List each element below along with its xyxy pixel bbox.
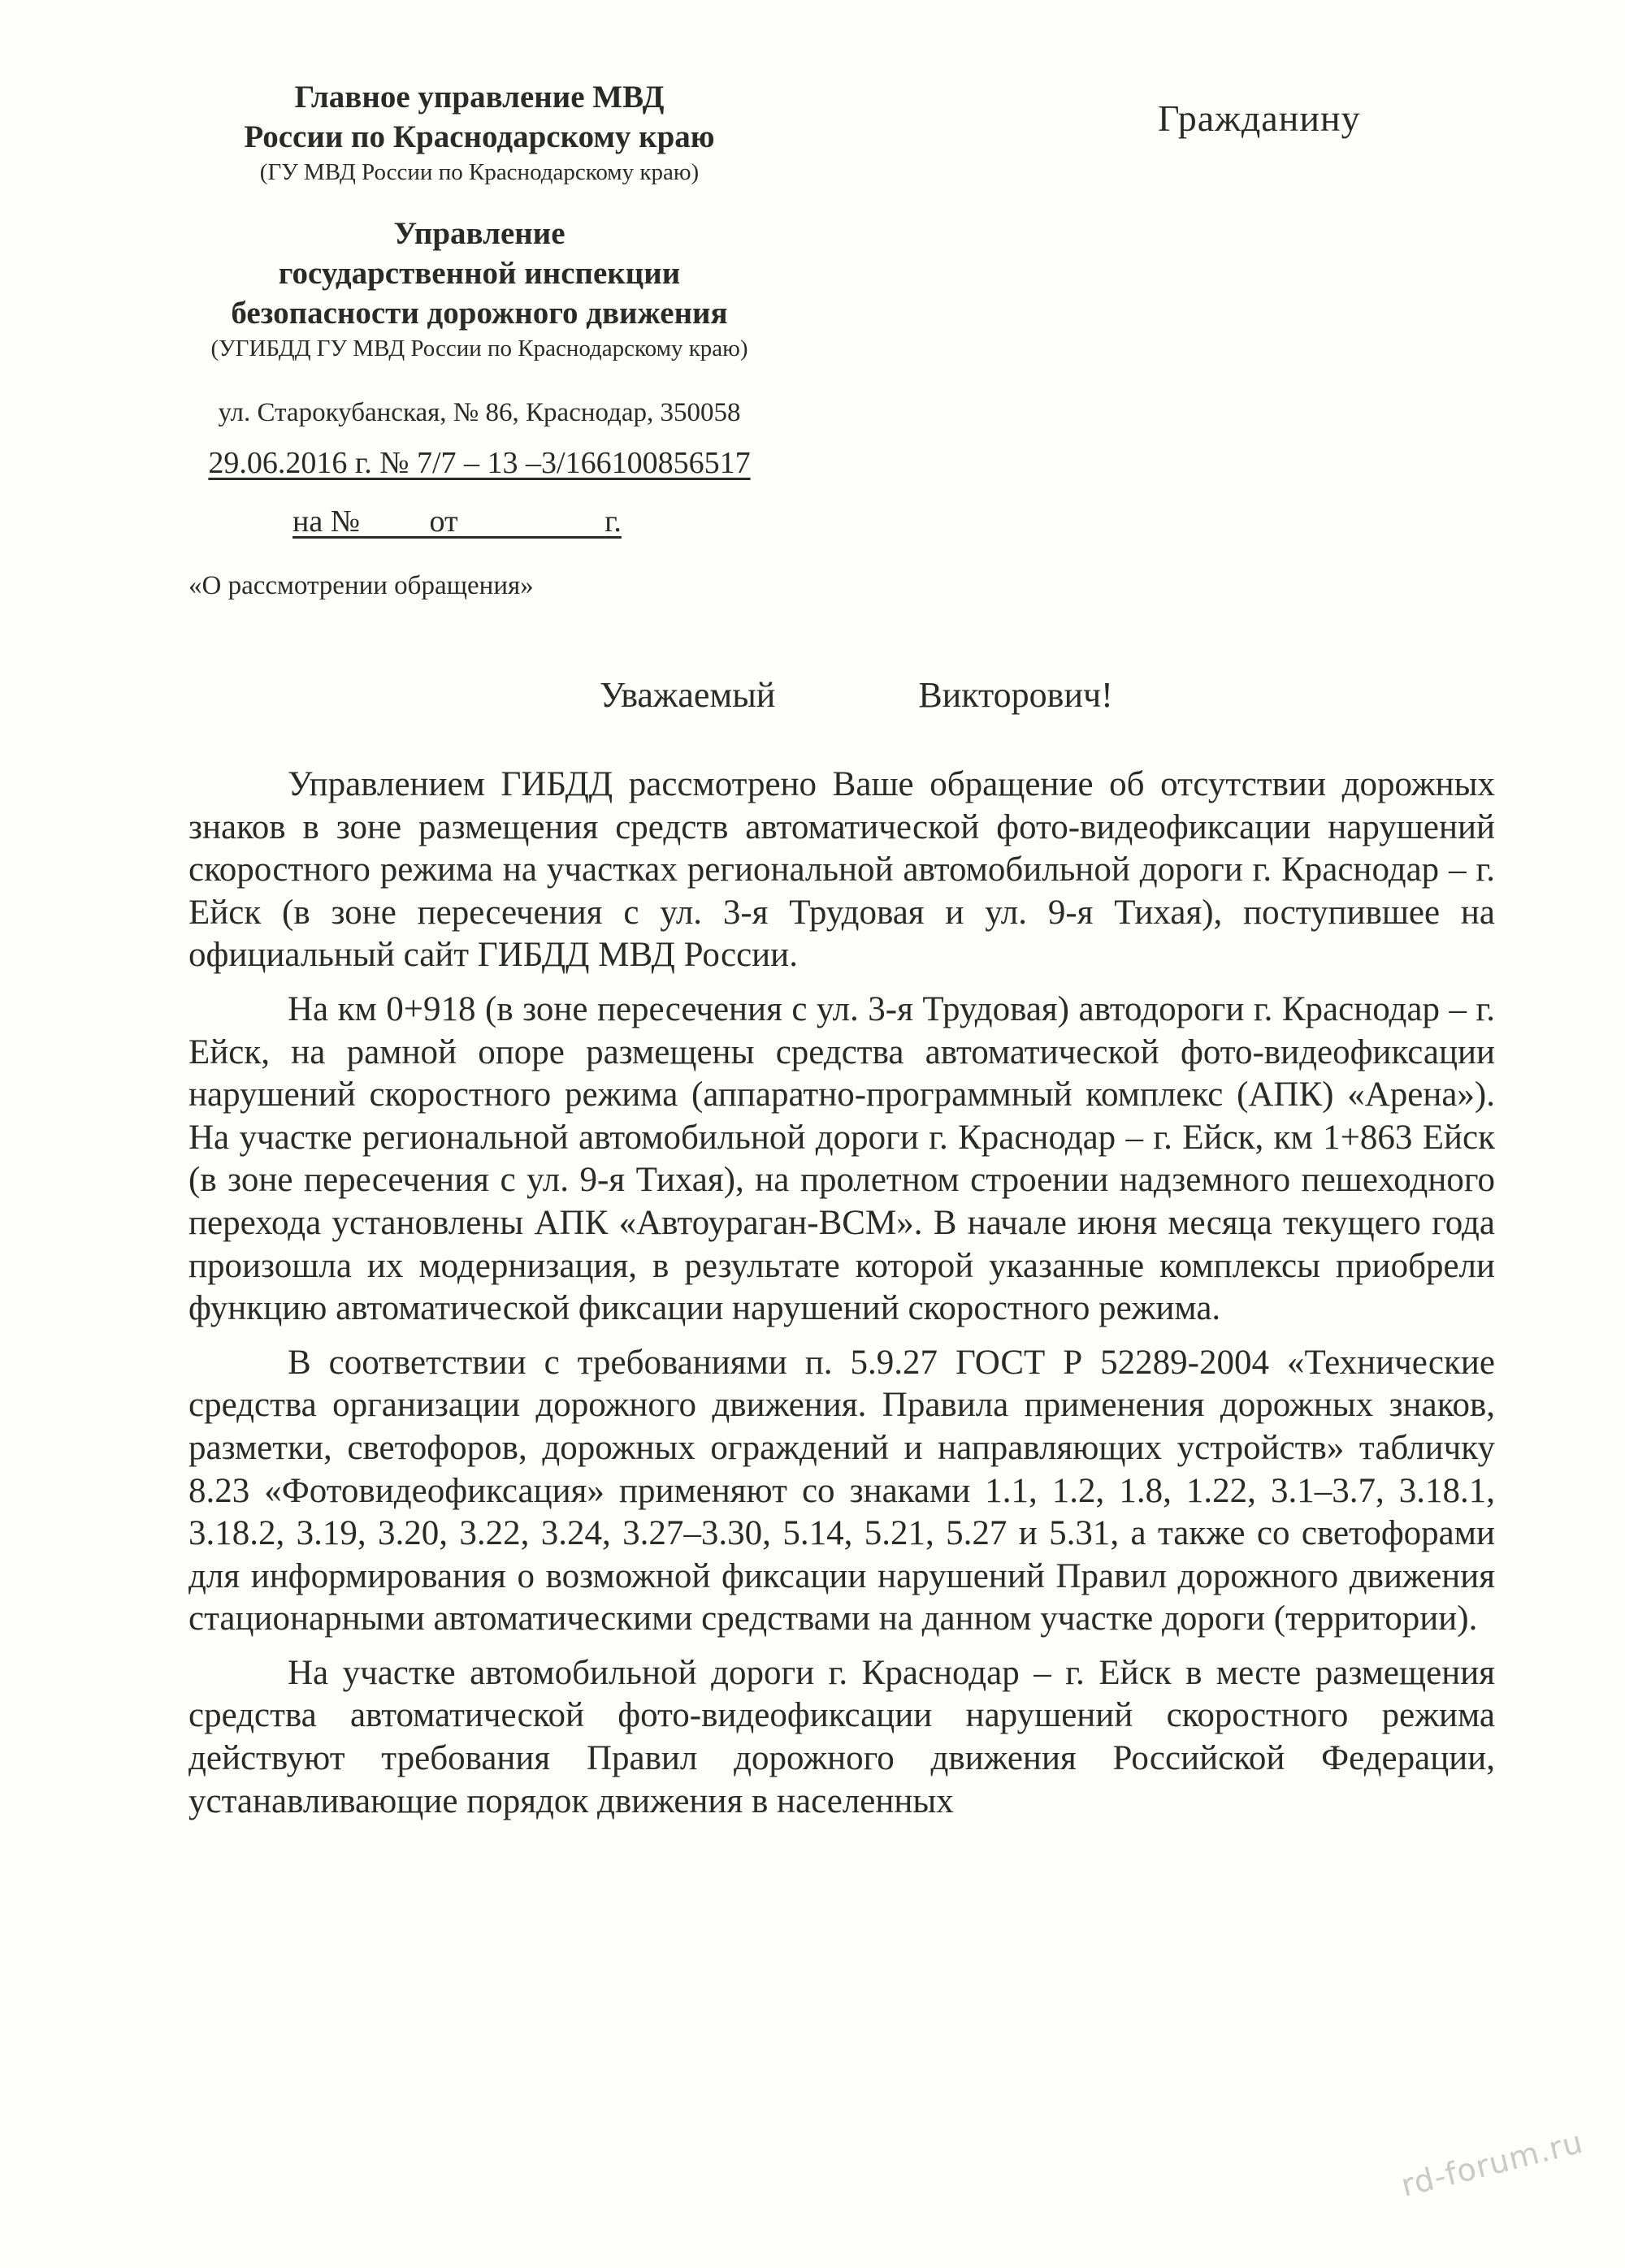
org-address: ул. Старокубанская, № 86, Краснодар, 350058 <box>218 398 741 427</box>
letter-body <box>188 764 1495 1834</box>
reply-reference <box>138 504 821 539</box>
reply-suffix: г. <box>604 504 622 539</box>
reply-blank-number <box>360 504 430 539</box>
letterhead-spacer <box>138 188 821 214</box>
reply-from: от <box>429 504 458 539</box>
body-paragraph: На км 0+918 (в зоне пересечения с ул. 3-я Трудовая) автодороги г. Краснодар – г. Ейск, на рамной опоре размещены средства автоматической фото-видеофиксации нарушений скоростного режима (аппаратно-программный комплекс (АПК) «Арена»). На участке региональной автомобильной дороги г. Краснодар – г. Ейск, км 1+863 Ейск (в зоне пересечения с ул. 9-я Тихая), на пролетном строении надземного пешеходного перехода установлены АПК «Автоураган-ВСМ». В начале июня месяца текущего года произошла их модернизация, в результате которой указанные комплексы приобрели функцию автоматической фиксации нарушений скоростного режима. <box>188 989 1495 1328</box>
dept-name-line1: Управление <box>393 216 566 251</box>
org-name-line2: России по Краснодарскому краю <box>244 119 715 154</box>
dept-name-line3: безопасности дорожного движения <box>231 296 728 331</box>
salutation: Уважаемый Викторович! <box>600 675 1113 715</box>
dept-abbreviation: (УГИБДД ГУ МВД России по Краснодарскому краю) <box>210 335 748 361</box>
dept-name-line2: государственной инспекции <box>278 256 681 291</box>
body-paragraph: На участке автомобильной дороги г. Краснодар – г. Ейск в месте размещения средства автоматической фото-видеофиксации нарушений скоростного режима действуют требования Правил дорожного движения Российской Федерации, устанавливающие порядок движения в населенных <box>188 1653 1495 1820</box>
letterhead <box>138 77 821 539</box>
org-name-line1: Главное управление МВД <box>294 80 665 115</box>
body-paragraph: Управлением ГИБДД рассмотрено Ваше обращение об отсутствии дорожных знаков в зоне размещения средств автоматической фото-видеофиксации нарушений скоростного режима на участках региональной автомобильной дороги г. Краснодар – г. Ейск (в зоне пересечения с ул. 3-я Трудовая и ул. 9-я Тихая), поступившее на официальный сайт ГИБДД МВД России. <box>188 765 1495 975</box>
registration-number: 29.06.2016 г. № 7/7 – 13 –3/166100856517 <box>208 446 751 480</box>
letter-subject: «О рассмотрении обращения» <box>188 571 534 600</box>
addressee: Гражданину <box>1158 97 1361 139</box>
site-watermark: rd-forum.ru <box>1398 2123 1587 2204</box>
org-abbreviation: (ГУ МВД России по Краснодарскому краю) <box>259 159 700 185</box>
body-paragraph: В соответствии с требованиями п. 5.9.27 ГОСТ Р 52289-2004 «Технические средства организации дорожного движения. Правила применения дорожных знаков, разметки, светофоров, дорожных ограждений и направляющих устройств» табличку 8.23 «Фотовидеофиксация» применяют со знаками 1.1, 1.2, 1.8, 1.22, 3.1–3.7, 3.18.1, 3.18.2, 3.19, 3.20, 3.22, 3.24, 3.27–3.30, 5.14, 5.21, 5.27 и 5.31, а также со светофорами для информирования о возможной фиксации нарушений Правил дорожного движения стационарными автоматическими средствами на данном участке дороги (территории). <box>188 1343 1495 1638</box>
reply-prefix: на № <box>292 504 360 539</box>
reply-blank-date <box>458 504 605 539</box>
